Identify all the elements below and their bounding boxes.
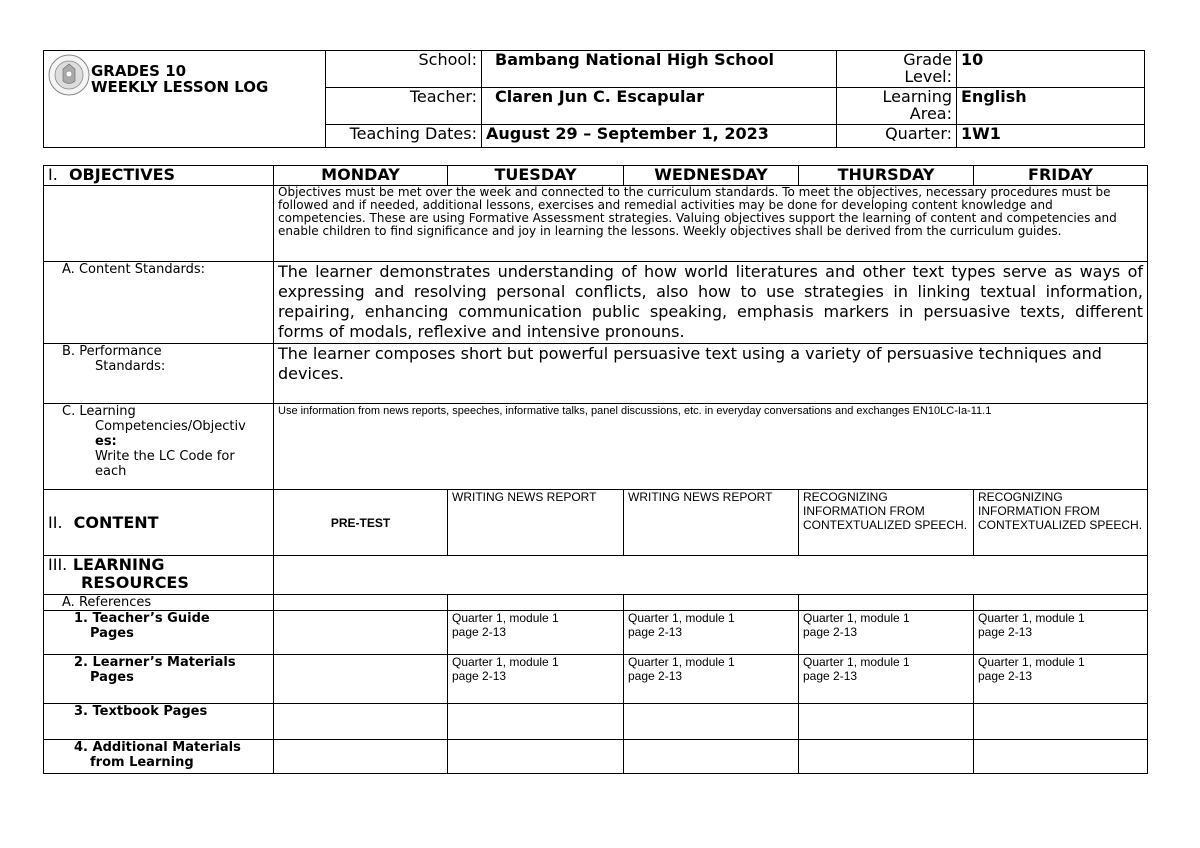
cell — [799, 740, 974, 774]
item-letter: B. — [62, 344, 76, 359]
table-row — [44, 490, 1148, 556]
section-number: II. — [48, 512, 63, 532]
content-friday: RECOGNIZING INFORMATION FROM CONTEXTUALIZED SPEECH. — [974, 490, 1148, 556]
teaching-dates-label: Teaching Dates: — [326, 125, 482, 148]
table-row — [44, 166, 1148, 186]
tg-line2: page 2-13 — [803, 625, 858, 639]
competencies-label — [44, 404, 274, 490]
teachers-guide-line1: Teacher’s Guide — [92, 611, 210, 626]
cell — [974, 704, 1148, 740]
learners-materials-line2: Pages — [90, 670, 134, 685]
competencies-text: Use information from news reports, speeches, informative talks, panel discussions, etc. in everyday conversations and exchanges EN10LC-Ia-11.1 — [274, 404, 1148, 490]
table-row — [44, 611, 1148, 655]
tg-line2: page 2-13 — [978, 625, 1033, 639]
content-monday: PRE-TEST — [274, 490, 448, 556]
learning-resources-heading — [44, 556, 274, 595]
area-label-line1: Learning — [882, 87, 952, 106]
quarter-value: 1W1 — [957, 125, 1145, 148]
grade-label-line1: Grade — [903, 50, 952, 69]
cell — [274, 704, 448, 740]
competencies-label-line2: Competencies/Objectiv — [95, 419, 246, 434]
objectives-label-blank — [44, 186, 274, 262]
references-label — [44, 595, 274, 611]
teacher-value: Claren Jun C. Escapular — [482, 88, 837, 125]
additional-line1: Additional Materials — [92, 740, 241, 755]
tg-line1: Quarter 1, module 1 — [803, 611, 910, 625]
learning-resources-line1: LEARNING — [72, 555, 165, 574]
item-letter: A. — [62, 595, 75, 610]
tg-tuesday — [448, 611, 624, 655]
header-table — [43, 50, 1145, 148]
title-cell — [44, 51, 326, 148]
cell — [624, 740, 799, 774]
item-number: 4. — [74, 740, 88, 755]
additional-materials-label — [44, 740, 274, 774]
performance-label-line2: Standards: — [95, 359, 166, 374]
objectives-note: Objectives must be met over the week and connected to the curriculum standards. To meet the objectives, necessary procedures must be followed and if needed, additional lessons, exercises and remedial activities may be done for developing content knowledge and competencies. These are using Formative Assessment strategies. Valuing objectives support the learning of content and competencies and enable children to find significance and joy in learning the lessons. Weekly objectives shall be derived from the curriculum guides. — [274, 186, 1148, 262]
table-row — [44, 404, 1148, 490]
teachers-guide-label — [44, 611, 274, 655]
lm-line1: Quarter 1, module 1 — [978, 655, 1085, 669]
learning-resources-line2: RESOURCES — [81, 573, 189, 592]
day-thursday: THURSDAY — [799, 166, 974, 186]
lm-line1: Quarter 1, module 1 — [628, 655, 735, 669]
table-row — [44, 556, 1148, 595]
school-label: School: — [326, 51, 482, 88]
table-row — [44, 704, 1148, 740]
day-friday: FRIDAY — [974, 166, 1148, 186]
lm-line2: page 2-13 — [628, 669, 683, 683]
content-tuesday: WRITING NEWS REPORT — [448, 490, 624, 556]
content-wednesday: WRITING NEWS REPORT — [624, 490, 799, 556]
learning-area-value: English — [957, 88, 1145, 125]
content-standards-title: Content Standards: — [78, 262, 206, 277]
item-number: 2. — [74, 655, 88, 670]
learning-area-label — [837, 88, 957, 125]
cell — [274, 595, 448, 611]
lm-friday — [974, 655, 1148, 704]
content-thursday: RECOGNIZING INFORMATION FROM CONTEXTUALIZED SPEECH. — [799, 490, 974, 556]
cell — [274, 611, 448, 655]
section-number: III. — [48, 555, 68, 574]
competencies-label-line1: Learning — [79, 404, 136, 419]
competencies-label-line4: Write the LC Code for — [95, 449, 235, 464]
content-standards-text: The learner demonstrates understanding of how world literatures and other text types serve as ways of expressing and resolving personal conflicts, also how to use strategies in linking textual information, repairing, enhancing communication public speaking, emphasis markers in persuasive texts, different forms of modals, reflexive and intensive pronouns. — [274, 262, 1148, 344]
performance-standards-label — [44, 344, 274, 404]
lm-line1: Quarter 1, module 1 — [803, 655, 910, 669]
cell — [974, 595, 1148, 611]
lm-wednesday — [624, 655, 799, 704]
lm-tuesday — [448, 655, 624, 704]
tg-line1: Quarter 1, module 1 — [628, 611, 735, 625]
textbook-title: Textbook Pages — [92, 704, 208, 719]
form-title-grades: GRADES 10 — [91, 62, 187, 80]
day-tuesday: TUESDAY — [448, 166, 624, 186]
grade-label-line2: Level: — [904, 67, 952, 86]
grade-level-label — [837, 51, 957, 88]
table-row — [44, 740, 1148, 774]
cell — [799, 595, 974, 611]
form-title-log: WEEKLY LESSON LOG — [91, 78, 269, 96]
tg-thursday — [799, 611, 974, 655]
deped-seal-icon — [48, 54, 90, 96]
lm-line2: page 2-13 — [978, 669, 1033, 683]
lm-line2: page 2-13 — [803, 669, 858, 683]
content-standards-label — [44, 262, 274, 344]
lm-line1: Quarter 1, module 1 — [452, 655, 559, 669]
item-letter: A. — [62, 262, 75, 277]
objectives-heading — [44, 166, 274, 186]
cell — [448, 740, 624, 774]
grade-level-value: 10 — [957, 51, 1145, 88]
item-number: 1. — [74, 611, 88, 626]
teaching-dates-value: August 29 – September 1, 2023 — [482, 125, 837, 148]
additional-line2: from Learning — [90, 755, 194, 770]
item-number: 3. — [74, 704, 88, 719]
cell — [624, 595, 799, 611]
school-value: Bambang National High School — [482, 51, 837, 88]
area-label-line2: Area: — [909, 104, 952, 123]
cell — [974, 740, 1148, 774]
teachers-guide-line2: Pages — [90, 626, 134, 641]
cell — [274, 740, 448, 774]
textbook-label — [44, 704, 274, 740]
competencies-label-line5: each — [95, 464, 127, 479]
lm-line2: page 2-13 — [452, 669, 507, 683]
teacher-label: Teacher: — [326, 88, 482, 125]
content-label: CONTENT — [73, 512, 159, 532]
section-number: I. — [48, 165, 58, 184]
cell — [448, 704, 624, 740]
item-letter: C. — [62, 404, 76, 419]
learners-materials-line1: Learner’s Materials — [92, 655, 236, 670]
cell — [799, 704, 974, 740]
table-row — [44, 655, 1148, 704]
lm-thursday — [799, 655, 974, 704]
learners-materials-label — [44, 655, 274, 704]
tg-wednesday — [624, 611, 799, 655]
table-row — [44, 186, 1148, 262]
day-monday: MONDAY — [274, 166, 448, 186]
tg-line1: Quarter 1, module 1 — [452, 611, 559, 625]
performance-standards-text: The learner composes short but powerful persuasive text using a variety of persuasive techniques and devices. — [274, 344, 1148, 404]
objectives-label: OBJECTIVES — [68, 165, 176, 184]
day-wednesday: WEDNESDAY — [624, 166, 799, 186]
references-title: References — [78, 595, 152, 610]
cell — [448, 595, 624, 611]
tg-line2: page 2-13 — [452, 625, 507, 639]
lesson-log-table — [43, 165, 1148, 774]
table-row — [44, 595, 1148, 611]
content-heading — [44, 490, 274, 556]
cell — [624, 704, 799, 740]
tg-friday — [974, 611, 1148, 655]
competencies-label-line3: es: — [95, 434, 117, 449]
performance-label-line1: Performance — [79, 344, 162, 359]
tg-line1: Quarter 1, module 1 — [978, 611, 1085, 625]
table-row — [44, 262, 1148, 344]
quarter-label: Quarter: — [837, 125, 957, 148]
tg-line2: page 2-13 — [628, 625, 683, 639]
cell — [274, 655, 448, 704]
learning-resources-blank — [274, 556, 1148, 595]
table-row — [44, 344, 1148, 404]
